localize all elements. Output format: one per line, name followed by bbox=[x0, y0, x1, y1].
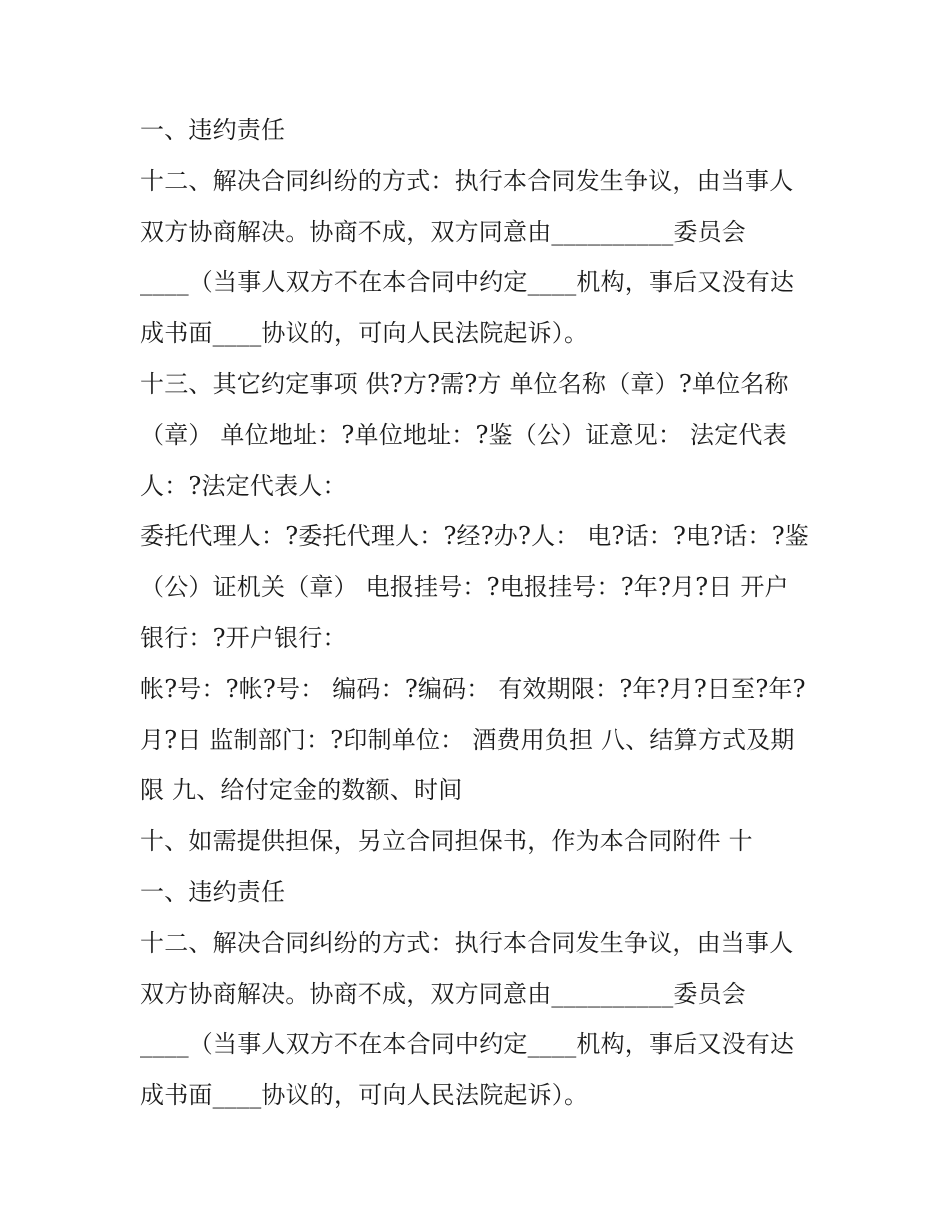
text-line: 双方协商解决。协商不成，双方同意由__________委员会 bbox=[140, 979, 746, 1008]
text-line: （公）证机关（章） 电报挂号：?电报挂号：?年?月?日 开户 bbox=[140, 573, 789, 602]
text-line: 十二、解决合同纠纷的方式：执行本合同发生争议，由当事人 bbox=[140, 166, 794, 195]
text-line: 月?日 监制部门：?印制单位： 酒费用负担 八、结算方式及期 bbox=[140, 725, 795, 754]
text-line: 十二、解决合同纠纷的方式：执行本合同发生争议，由当事人 bbox=[140, 928, 794, 957]
text-line: 成书面____协议的，可向人民法院起诉）。 bbox=[140, 1081, 589, 1110]
text-line: 帐?号：?帐?号： 编码：?编码： 有效期限：?年?月?日至?年? bbox=[140, 674, 806, 703]
text-line: 双方协商解决。协商不成，双方同意由__________委员会 bbox=[140, 217, 746, 246]
text-line: 人：?法定代表人： bbox=[140, 471, 347, 500]
document-body bbox=[140, 105, 830, 1121]
text-line: 银行：?开户银行： bbox=[140, 623, 347, 652]
text-line: 一、违约责任 bbox=[140, 877, 286, 906]
text-line: 十三、其它约定事项 供?方?需?方 单位名称（章）?单位名称 bbox=[140, 369, 789, 398]
text-line: 委托代理人：?委托代理人：?经?办?人： 电?话：?电?话：?鉴 bbox=[140, 522, 809, 551]
text-line: 一、违约责任 bbox=[140, 116, 286, 144]
text-line: 成书面____协议的，可向人民法院起诉）。 bbox=[140, 319, 589, 348]
text-line: （章） 单位地址：?单位地址：?鉴（公）证意见： 法定代表 bbox=[140, 420, 787, 449]
text-line: ____（当事人双方不在本合同中约定____机构，事后又没有达 bbox=[140, 268, 795, 297]
text-line: 十、如需提供担保，另立合同担保书，作为本合同附件 十 bbox=[140, 827, 753, 856]
text-line: ____（当事人双方不在本合同中约定____机构，事后又没有达 bbox=[140, 1030, 795, 1059]
text-line: 限 九、给付定金的数额、时间 bbox=[140, 776, 463, 805]
